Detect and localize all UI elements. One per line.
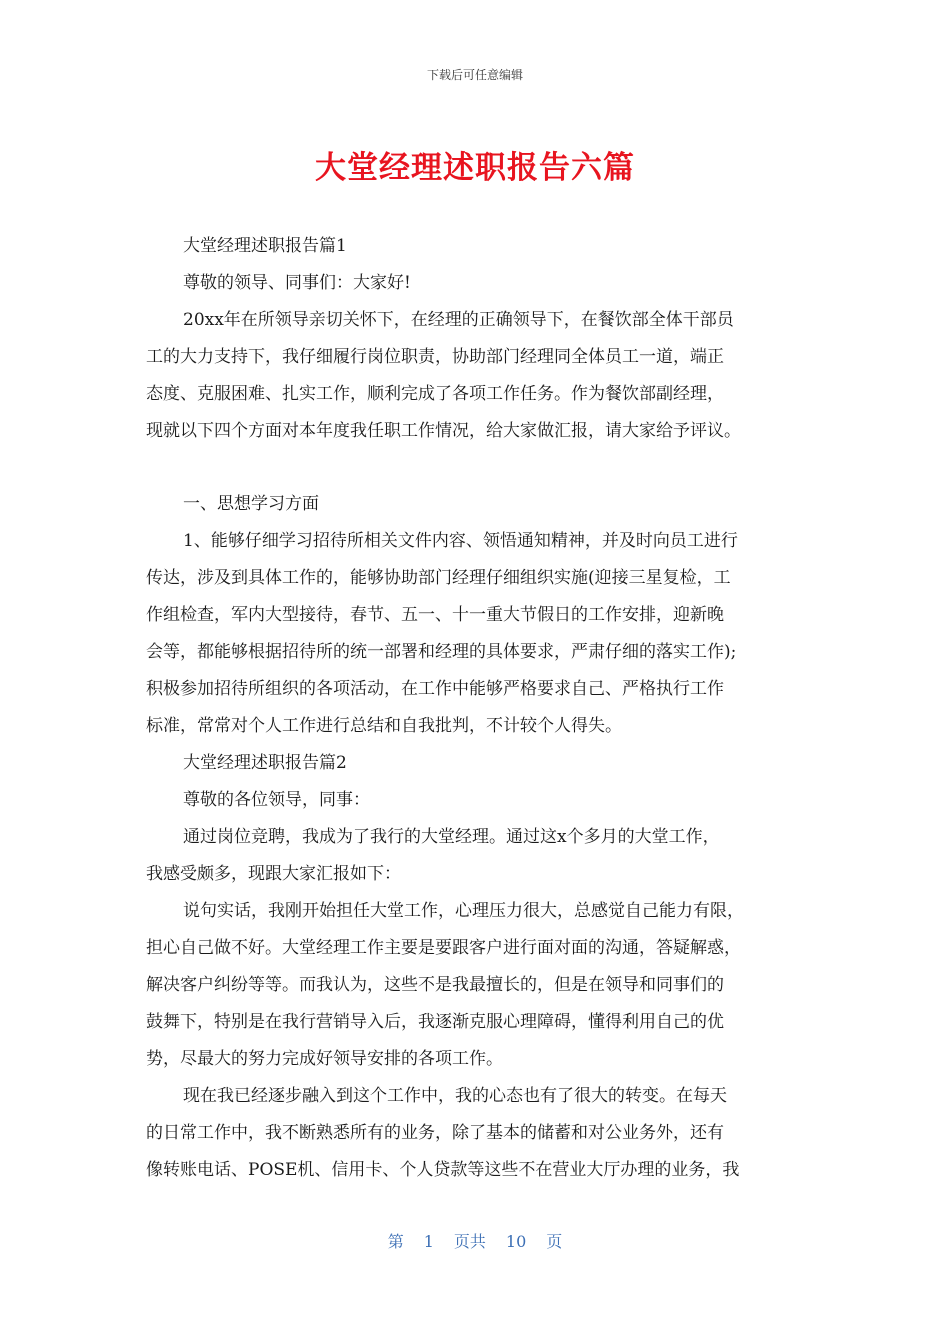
document-title: 大堂经理述职报告六篇: [315, 150, 635, 186]
paragraph-line: 像转账电话、POSE机、信用卡、个人贷款等这些不在营业大厅办理的业务，我: [146, 1160, 740, 1180]
paragraph-line: 势，尽最大的努力完成好领导安排的各项工作。: [146, 1049, 503, 1069]
paragraph-line: 工的大力支持下，我仔细履行岗位职责，协助部门经理同全体员工一道，端正: [146, 347, 724, 367]
paragraph-line: 会等，都能够根据招待所的统一部署和经理的具体要求，严肃仔细的落实工作);: [146, 642, 737, 662]
paragraph-line: 传达，涉及到具体工作的，能够协助部门经理仔细组织实施(迎接三星复检，工: [146, 568, 731, 588]
paragraph-line: 标准，常常对个人工作进行总结和自我批判，不计较个人得失。: [146, 716, 622, 736]
paragraph-line: 态度、克服困难、扎实工作，顺利完成了各项工作任务。作为餐饮部副经理，: [146, 384, 724, 404]
paragraph-line: 20xx年在所领导亲切关怀下，在经理的正确领导下，在餐饮部全体干部员: [183, 310, 734, 330]
page-of-word: 页共: [453, 1232, 486, 1251]
salutation-2: 尊敬的各位领导，同事：: [183, 790, 370, 810]
paragraph-line: 解决客户纠纷等等。而我认为，这些不是我最擅长的，但是在领导和同事们的: [146, 975, 724, 995]
paragraph-line: 1、能够仔细学习招待所相关文件内容、领悟通知精神，并及时向员工进行: [183, 531, 738, 551]
page-header-note: 下载后可任意编辑: [426, 68, 523, 82]
paragraph-line: 现就以下四个方面对本年度我任职工作情况，给大家做汇报，请大家给予评议。: [146, 421, 741, 441]
paragraph-gap: [146, 450, 806, 486]
paragraph-line: 通过岗位竞聘，我成为了我行的大堂经理。通过这x个多月的大堂工作，: [183, 827, 720, 847]
total-pages: 10: [505, 1232, 527, 1251]
paragraph-line: 的日常工作中，我不断熟悉所有的业务，除了基本的储蓄和对公业务外，还有: [146, 1123, 724, 1143]
subsection-heading: 一、思想学习方面: [183, 494, 319, 514]
paragraph-line: 鼓舞下，特别是在我行营销导入后，我逐渐克服心理障碍，懂得利用自己的优: [146, 1012, 724, 1032]
section-heading-1: 大堂经理述职报告篇1: [183, 236, 347, 256]
section-heading-2: 大堂经理述职报告篇2: [183, 753, 347, 773]
paragraph-line: 我感受颇多，现跟大家汇报如下：: [146, 864, 401, 884]
page-number: 1: [423, 1232, 434, 1251]
page-footer: [0, 1229, 950, 1252]
salutation-1: 尊敬的领导、同事们：大家好!: [183, 273, 411, 293]
paragraph-line: 现在我已经逐步融入到这个工作中，我的心态也有了很大的转变。在每天: [183, 1086, 727, 1106]
document-body: [146, 228, 806, 1189]
paragraph-line: 说句实话，我刚开始担任大堂工作，心理压力很大，总感觉自己能力有限，: [183, 901, 744, 921]
paragraph-line: 作组检查，军内大型接待，春节、五一、十一重大节假日的工作安排，迎新晚: [146, 605, 724, 625]
paragraph-line: 积极参加招待所组织的各项活动，在工作中能够严格要求自己、严格执行工作: [146, 679, 724, 699]
paragraph-line: 担心自己做不好。大堂经理工作主要是要跟客户进行面对面的沟通，答疑解惑，: [146, 938, 741, 958]
page-end-word: 页: [546, 1232, 563, 1251]
page-word: 第: [387, 1232, 404, 1251]
